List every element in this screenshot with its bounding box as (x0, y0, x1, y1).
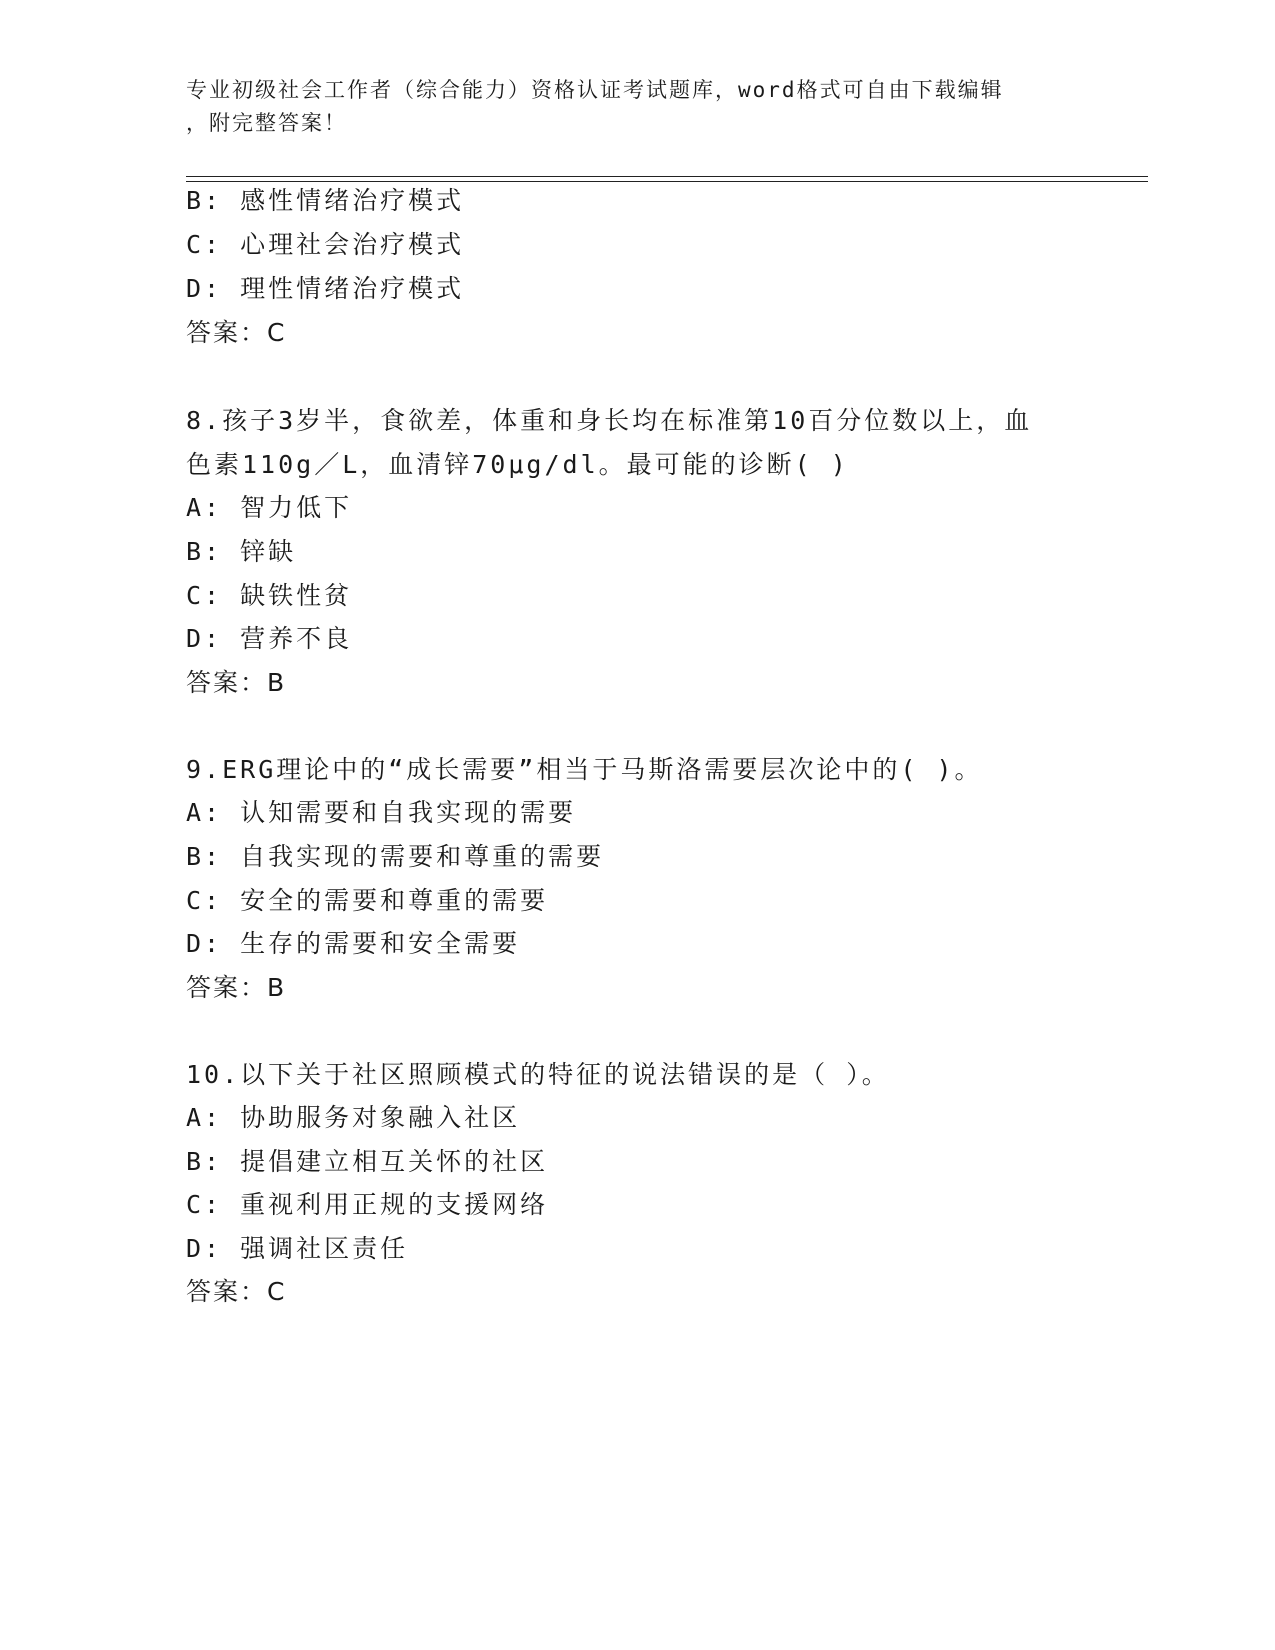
q8-stem-line-1: 8.孩子3岁半，食欲差，体重和身长均在标准第10百分位数以上，血 (186, 406, 1033, 435)
q9-option-a: A: 认知需要和自我实现的需要 (186, 798, 577, 827)
q10-stem: 10.以下关于社区照顾模式的特征的说法错误的是（ ）。 (186, 1060, 890, 1089)
q7-answer: 答案：C (186, 318, 287, 347)
header-line-2: ，附完整答案！ (186, 111, 347, 135)
q8-option-c: C: 缺铁性贫 (186, 581, 353, 610)
document-header (186, 74, 1086, 140)
q9-option-c: C: 安全的需要和尊重的需要 (186, 886, 549, 915)
q9-option-b: B: 自我实现的需要和尊重的需要 (186, 842, 605, 871)
q8-option-d: D: 营养不良 (186, 624, 353, 653)
q10-option-d: D: 强调社区责任 (186, 1234, 409, 1263)
q7-option-b: B: 感性情绪治疗模式 (186, 186, 465, 215)
q8-answer: 答案：B (186, 668, 287, 697)
q10-option-c: C: 重视利用正规的支援网络 (186, 1190, 549, 1219)
q9-option-d: D: 生存的需要和安全需要 (186, 929, 521, 958)
q7-option-c: C: 心理社会治疗模式 (186, 230, 465, 259)
q8-stem-line-2: 色素110g／L，血清锌70μg/dl。最可能的诊断( ) (186, 450, 849, 479)
q8-option-a: A: 智力低下 (186, 493, 353, 522)
header-line-1: 专业初级社会工作者（综合能力）资格认证考试题库，word格式可自由下载编辑 (186, 78, 1004, 102)
q10-option-b: B: 提倡建立相互关怀的社区 (186, 1147, 549, 1176)
q9-answer: 答案：B (186, 973, 287, 1002)
q7-option-d: D: 理性情绪治疗模式 (186, 274, 465, 303)
q10-option-a: A: 协助服务对象融入社区 (186, 1103, 521, 1132)
q10-answer: 答案：C (186, 1277, 287, 1306)
q8-option-b: B: 锌缺 (186, 537, 297, 566)
header-divider-bottom (186, 181, 1148, 182)
q9-stem: 9.ERG理论中的“成长需要”相当于马斯洛需要层次论中的( )。 (186, 755, 983, 784)
header-divider-top (186, 176, 1148, 177)
